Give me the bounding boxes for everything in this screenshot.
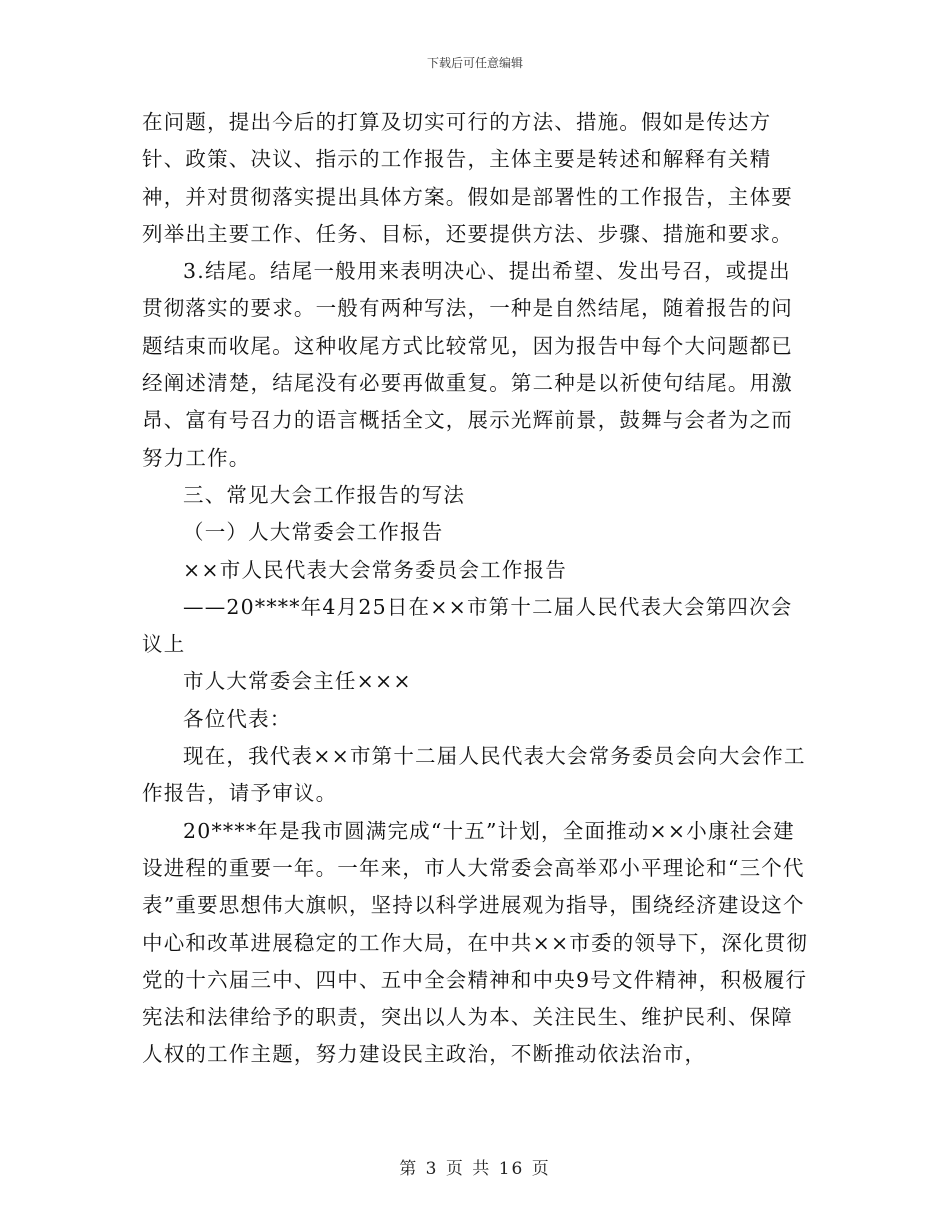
report-speaker: 市人大常委会主任××× xyxy=(183,669,412,694)
report-subtitle: ——20****年4月25日在××市第十二届人民代表大会第四次会议上 xyxy=(142,594,793,657)
paragraph-main-body-continued: 在问题，提出今后的打算及切实可行的方法、措施。假如是传达方针、政策、决议、指示的工作报告，主体主要是转述和解释有关精神，并对贯彻落实提出具体方案。假如是部署性的工作报告，主体要列举出主要工作、任务、目标，还要提供方法、步骤、措施和要求。 xyxy=(142,110,793,246)
report-salutation: 各位代表： xyxy=(183,706,292,731)
subsection-heading-1: （一）人大常委会工作报告 xyxy=(183,520,444,545)
section-heading-3: 三、常见大会工作报告的写法 xyxy=(183,482,466,507)
paragraph-ending-section: 3.结尾。结尾一般用来表明决心、提出希望、发出号召，或提出贯彻落实的要求。一般有两种写法，一种是自然结尾，随着报告的问题结束而收尾。这种收尾方式比较常见，因为报告中每个大问题都已经阐述清楚，结尾没有必要再做重复。第二种是以祈使句结尾。用激昂、富有号召力的语言概括全文，展示光辉前景，鼓舞与会者为之而努力工作。 xyxy=(142,259,793,470)
paragraph-report-year-review: 20****年是我市圆满完成“十五”计划，全面推动××小康社会建设进程的重要一年。一年来，市人大常委会高举邓小平理论和“三个代表”重要思想伟大旗帜，坚持以科学进展观为指导，围绕经济建设这个中心和改革进展稳定的工作大局，在中共××市委的领导下，深化贯彻党的十六届三中、四中、五中全会精神和中央9号文件精神，积极履行宪法和法律给予的职责，突出以人为本、关注民生、维护民利、保障人权的工作主题，努力建设民主政治，不断推动依法治市， xyxy=(142,818,809,1067)
document-body xyxy=(142,104,810,1074)
report-title: ××市人民代表大会常务委员会工作报告 xyxy=(183,557,567,582)
page-header-note: 下载后可任意编辑 xyxy=(426,56,523,70)
paragraph-report-intro: 现在，我代表××市第十二届人民代表大会常务委员会向大会作工作报告，请予审议。 xyxy=(142,744,806,806)
page-number: 第 3 页 共 16 页 xyxy=(399,1159,551,1179)
